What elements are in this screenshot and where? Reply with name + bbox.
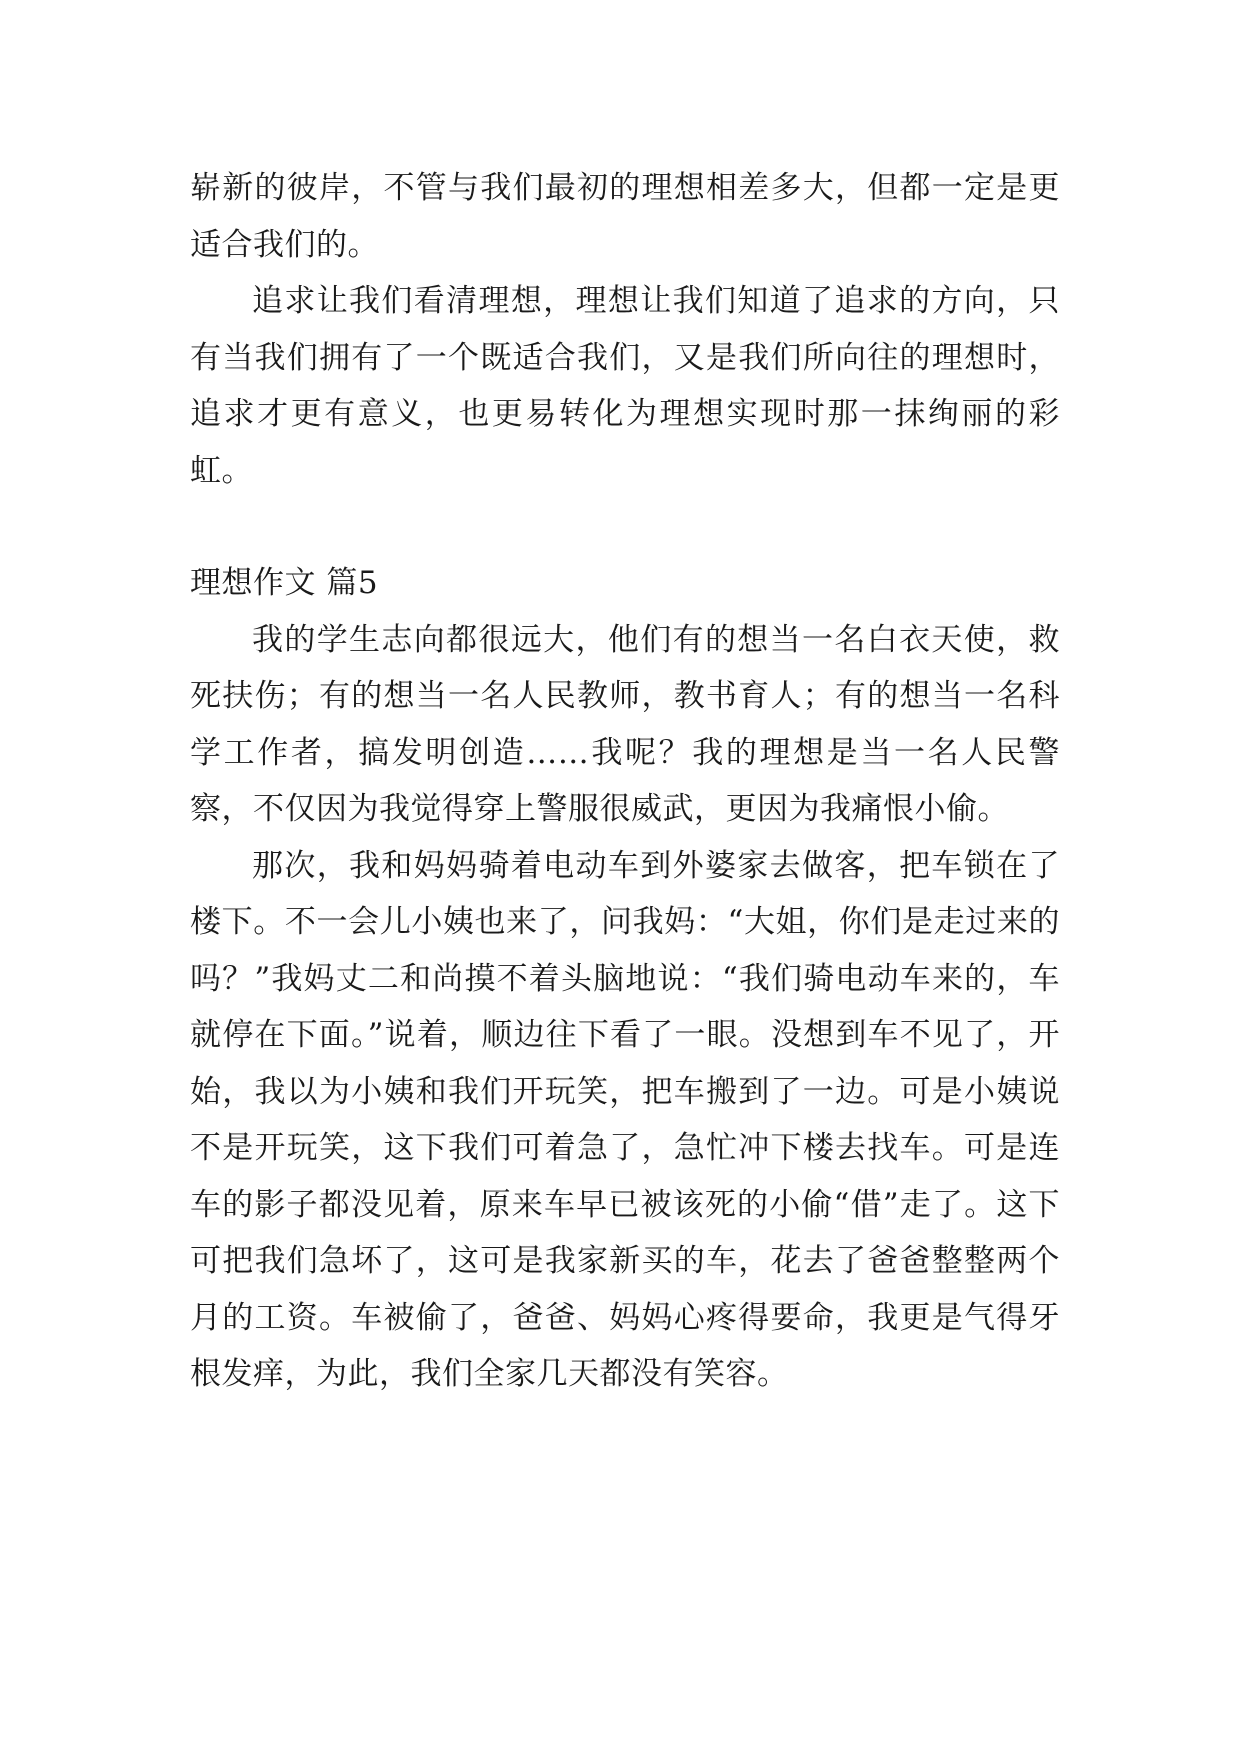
paragraph-pursuit-ideal: 追求让我们看清理想，理想让我们知道了追求的方向，只有当我们拥有了一个既适合我们，又是我们所向往的理想时，追求才更有意义，也更易转化为理想实现时那一抹绚丽的彩虹。	[190, 283, 1060, 489]
section-title: 理想作文 篇5	[190, 565, 379, 601]
paragraph-continuation: 崭新的彼岸，不管与我们最初的理想相差多大，但都一定是更适合我们的。	[190, 170, 1060, 263]
paragraph-student-aspirations: 我的学生志向都很远大，他们有的想当一名白衣天使，救死扶伤；有的想当一名人民教师，教书育人；有的想当一名科学工作者，搞发明创造……我呢？我的理想是当一名人民警察，不仅因为我觉得穿上警服很威武，更因为我痛恨小偷。	[190, 621, 1060, 827]
document-body	[190, 160, 1060, 1403]
paragraph-stolen-bike-story: 那次，我和妈妈骑着电动车到外婆家去做客，把车锁在了楼下。不一会儿小姨也来了，问我妈：“大姐，你们是走过来的吗？”我妈丈二和尚摸不着头脑地说：“我们骑电动车来的，车就停在下面。”说着，顺边往下看了一眼。没想到车不见了，开始，我以为小姨和我们开玩笑，把车搬到了一边。可是小姨说不是开玩笑，这下我们可着急了，急忙冲下楼去找车。可是连车的影子都没见着，原来车早已被该死的小偷“借”走了。这下可把我们急坏了，这可是我家新买的车，花去了爸爸整整两个月的工资。车被偷了，爸爸、妈妈心疼得要命，我更是气得牙根发痒，为此，我们全家几天都没有笑容。	[190, 847, 1060, 1392]
